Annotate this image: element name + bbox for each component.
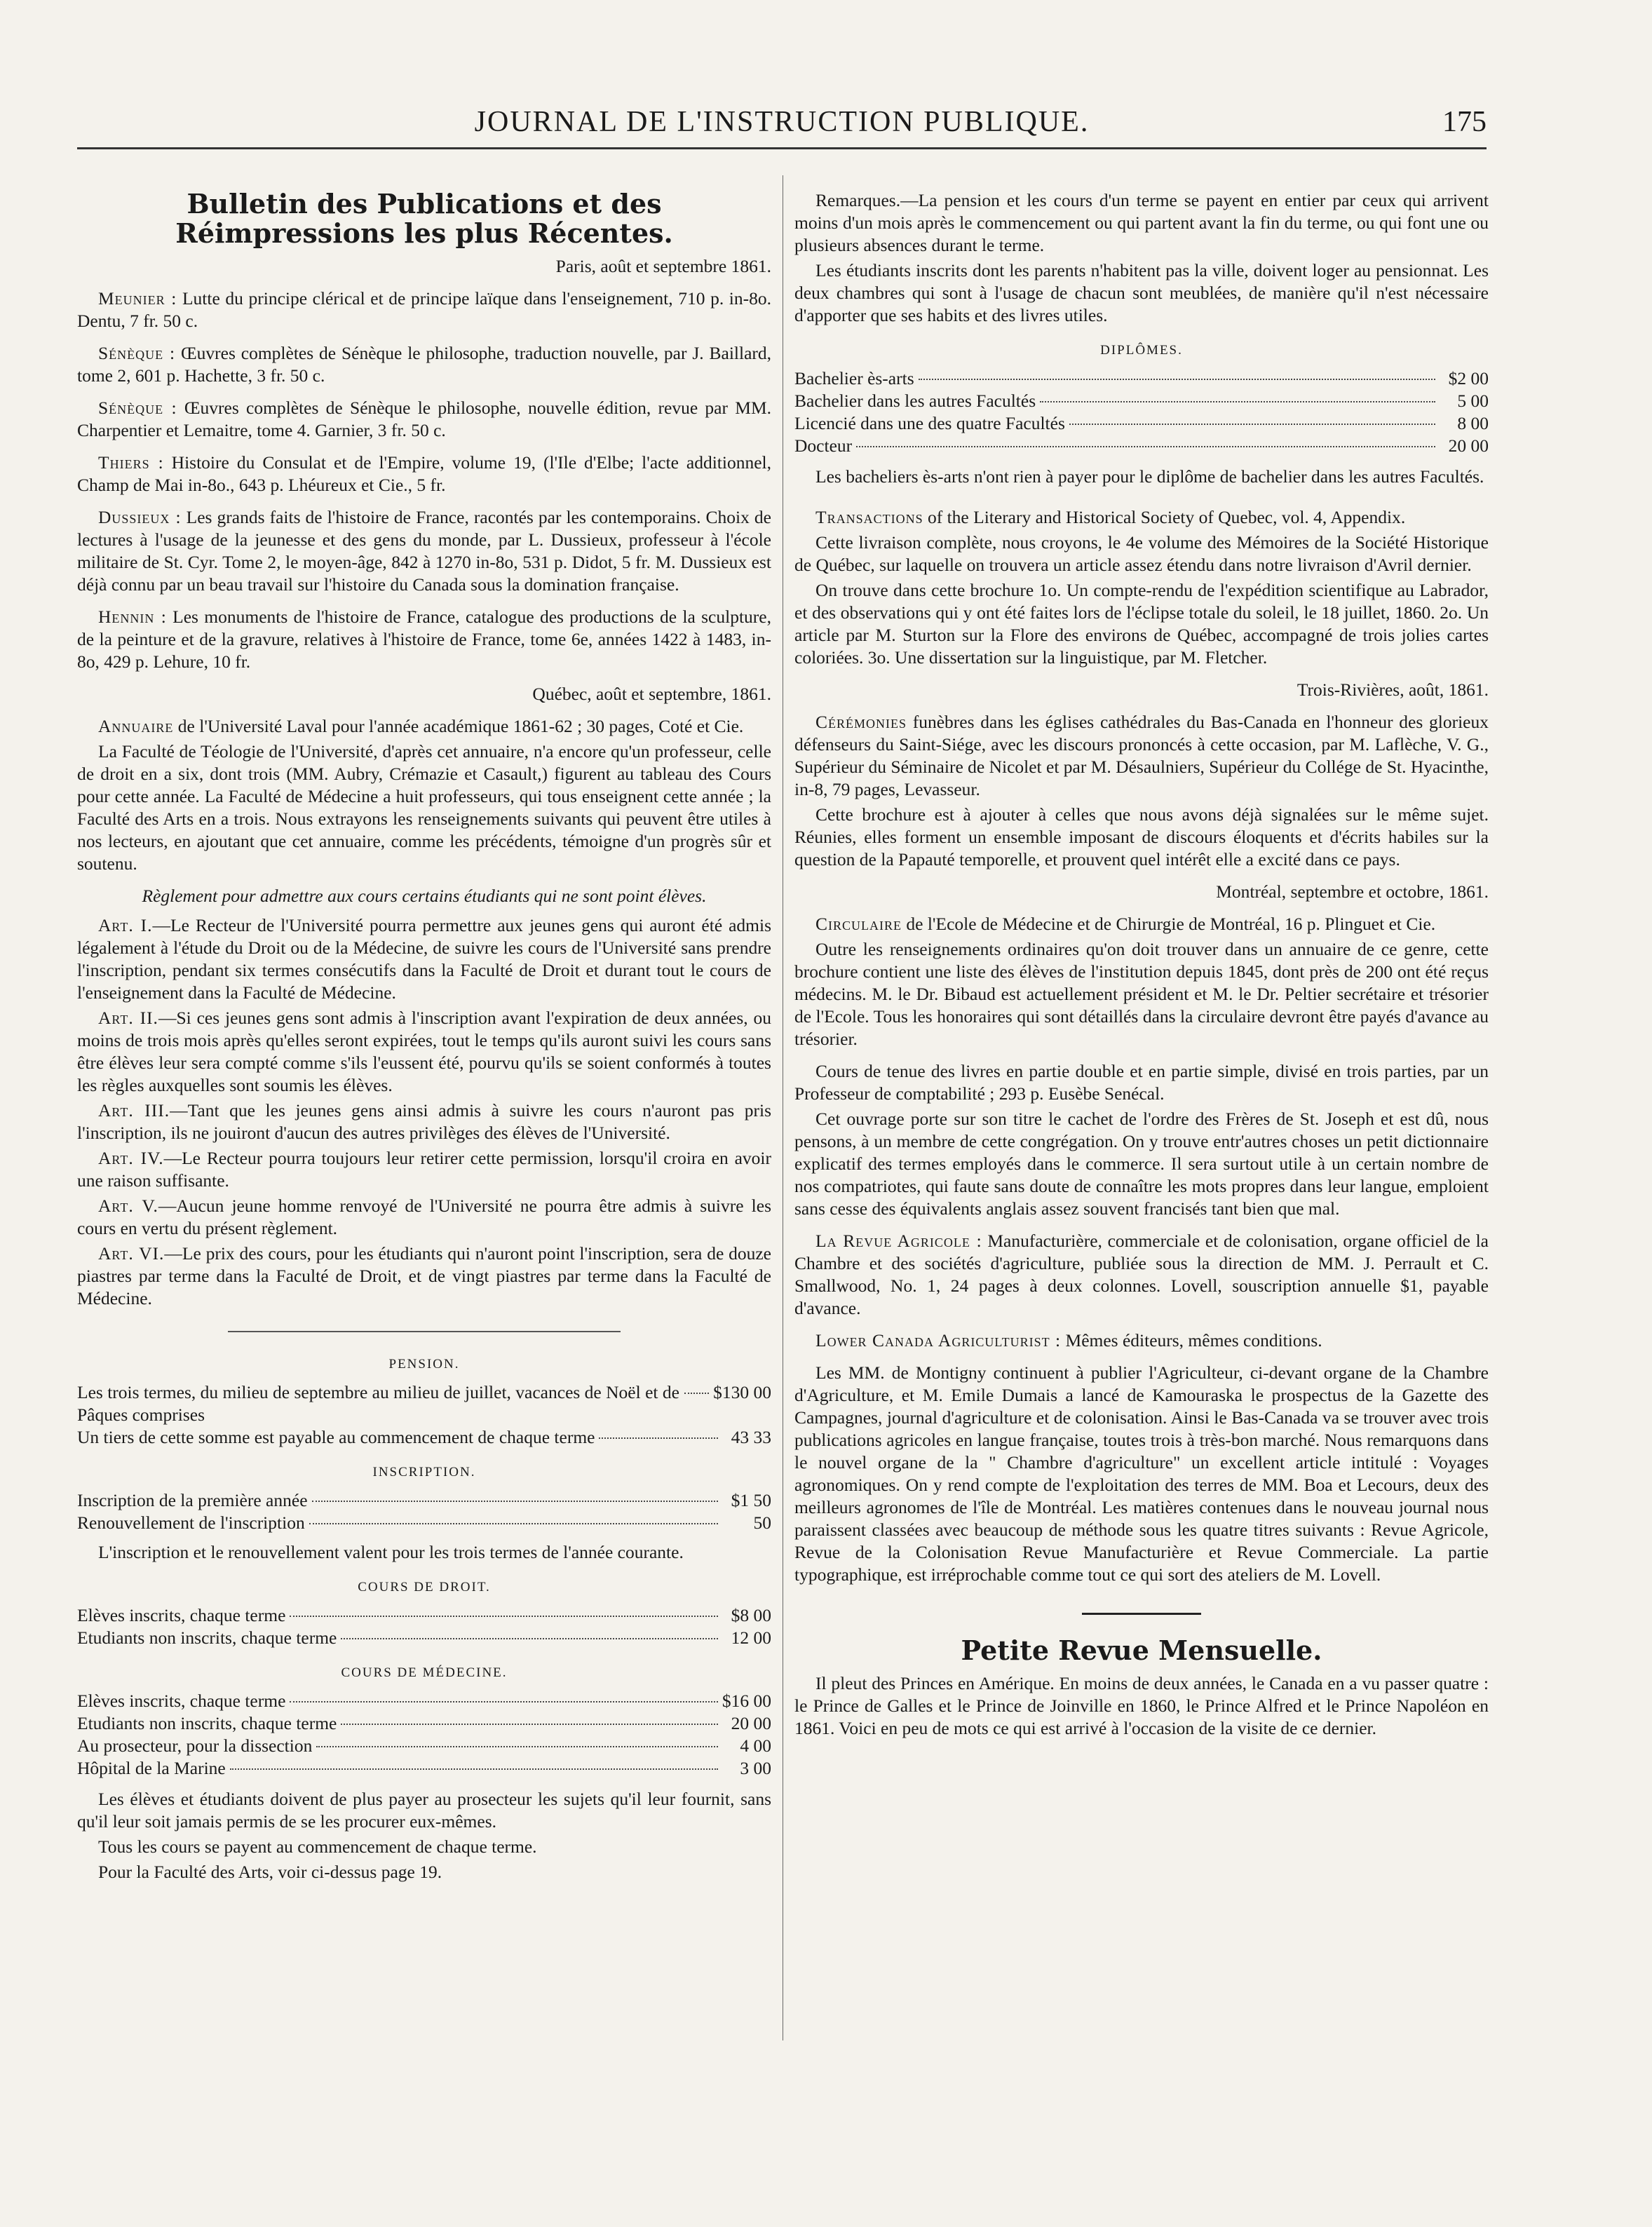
medecine-row: Elèves inscrits, chaque terme $16 00 (77, 1691, 771, 1711)
entry-seneque-1: Sénèque : Œuvres complètes de Sénèque le philosophe, traduction nouvelle, par J. Baillard, tome 2, 601 p. Hachette, 3 fr. 50 c. (77, 343, 772, 386)
pension-row: Les trois termes, du milieu de septembre au milieu de juillet, vacances de Noël et de Pâques comprises $130 00 (77, 1382, 771, 1425)
entry-dussieux: Dussieux : Les grands faits de l'histoire de France, racontés par les contemporains. Choix de lectures à l'usage de la jeunesse et des gens du monde, par L. Dussieux, professeur à l'école militaire de St. Cyr. Tome 2, le moyen-âge, 842 à 1270 in-8o, 531 p. Didot, 5 fr. M. Dussieux est déjà connu par un beau travail sur l'histoire du Canada sous la domination française. (77, 507, 771, 595)
page-number: 175 (1442, 106, 1487, 138)
transactions-p2: Cette livraison complète, nous croyons, le 4e volume des Mémoires de la Société Historique de Québec, sur laquelle on trouvera un article assez étendu dans notre livraison d'Avril dernier. (794, 532, 1489, 575)
date-montreal: Montréal, septembre et octobre, 1861. (1216, 881, 1489, 902)
bacheliers-note: Les bacheliers ès-arts n'ont rien à payer pour le diplôme de bachelier dans les autres Facultés. (815, 466, 1484, 487)
transactions-p3: On trouve dans cette brochure 1o. Un compte-rendu de l'expédition scientifique au Labrador, et des observations qui y ont été faites lors de l'éclipse totale du soleil, le 18 juillet, 1860. 2o. Un article par M. Sturton sur la Flore des environs de Québec, accompagné de trois jolies cartes coloriées. 3o. Une dissertation sur la linguistique, par M. Fletcher. (794, 580, 1489, 668)
inscription-row: Renouvellement de l'inscription 50 (77, 1512, 771, 1533)
entry-meunier: Meunier : Lutte du principe clérical et de principe laïque dans l'enseignement, 710 p. in-8o. Dentu, 7 fr. 50 c. (77, 288, 771, 331)
article-6: Art. VI.—Le prix des cours, pour les étudiants qui n'auront point l'inscription, sera de douze piastres par terme dans la Faculté de Droit, et de vingt piastres par terme dans la Faculté de Médecine. (77, 1243, 771, 1308)
faculty-paragraph: La Faculté de Téologie de l'Université, d'après cet annuaire, n'a encore qu'un professeur, celle de droit en a six, dont trois (MM. Aubry, Crémazie et Casault,) figurent au tableau des Cours pour cette année. La Faculté de Médecine a huit professeurs, qui tous enseignent cette année ; la Faculté des Arts en a trois. Nous extrayons les renseignements suivants qui peuvent être utiles à nos lecteurs, en ajoutant que cet annuaire, comme les précédents, témoigne d'un progrès sûr et soutenu. (77, 741, 771, 874)
montigny-paragraph: Les MM. de Montigny continuent à publier l'Agriculteur, ci-devant organe de la Chambre d'Agriculture, et M. Emile Dumais a lancé de Kamouraska le prospectus de la Gazette des Campagnes, journal d'agriculture et de colonisation. Ainsi le Bas-Canada va se trouver avec trois publications agricoles en langue française, toutes trois à très-bon marché. Nous remarquons dans le nouvel organe de la " Chambre d'agriculture" un excellent article intitulé : Voyages agronomiques. On y rend compte de l'exploitation des terres de MM. Boa et Lecours, deux des meilleurs agronomes de l'île de Montréal. Les matières contenues dans le nouveau journal nous paraissent classées avec beaucoup de méthode sous les quatre titres suivants : Revue Agricole, Revue de la Colonisation Revue Manufacturière et Revue Commerciale. La partie typographique, est irréprochable comme tout ce qui sort des ateliers de M. Lovell. (794, 1362, 1489, 1585)
closing-note: Pour la Faculté des Arts, voir ci-dessus page 19. (98, 1862, 442, 1882)
droit-heading: COURS DE DROIT. (358, 1580, 491, 1595)
medecine-row: Etudiants non inscrits, chaque terme 20 00 (77, 1713, 771, 1733)
pension-row: Un tiers de cette somme est payable au commencement de chaque terme 43 33 (77, 1427, 771, 1447)
entry-hennin: Hennin : Les monuments de l'histoire de France, catalogue des productions de la sculpture, de la peinture et de la gravure, relatives à l'histoire de France, tome 6e, années 1422 à 1483, in-8o, 429 p. Lehure, 10 fr. (77, 607, 771, 672)
article-3: Art. III.—Tant que les jeunes gens ainsi admis à suivre les cours n'auront pas pris l'inscription, ils ne jouiront d'aucun des autres privilèges des élèves de l'Université. (77, 1100, 772, 1143)
inscription-heading: INSCRIPTION. (372, 1465, 476, 1480)
circulaire-p2: Outre les renseignements ordinaires qu'on doit trouver dans un annuaire de ce genre, cette brochure contient une liste des élèves de l'institution depuis 1845, dont près de 200 ont été reçus médecins. M. le Dr. Bibaud est actuellement président et M. le Dr. Peltier secrétaire et trésorier de l'Ecole. Tous les honoraires qui sont détaillés dans la circulaire devront être payés d'avance au trésorier. (794, 939, 1489, 1049)
medecine-heading: COURS DE MÉDECINE. (341, 1665, 508, 1680)
entry-thiers: Thiers : Histoire du Consulat et de l'Empire, volume 19, (l'Ile d'Elbe; l'acte additionnel, Champ de Mai in-8o., 643 p. Lhéureux et Cie., 5 fr. (77, 452, 771, 495)
right-column (794, 189, 1489, 1749)
page-header (77, 105, 1487, 149)
droit-row: Etudiants non inscrits, chaque terme 12 00 (77, 1627, 771, 1648)
date-trois-rivieres: Trois-Rivières, août, 1861. (1296, 679, 1489, 700)
article-2: Art. II.—Si ces jeunes gens sont admis à l'inscription avant l'expiration de deux années, ou moins de trois mois après qu'elles seront expirées, tout le temps qu'ils auront suivi les cours sans être élèves leur sera compté comme s'ils l'eussent été, pourvu qu'ils se soient conformés à toutes les règles auxquelles sont soumis les élèves. (77, 1008, 771, 1095)
bulletin-title: Bulletin des Publications et des Réimpressions les plus Récentes. (175, 188, 673, 249)
entry-annuaire: Annuaire de l'Université Laval pour l'année académique 1861-62 ; 30 pages, Coté et Cie. (98, 716, 744, 736)
pension-heading: PENSION. (388, 1357, 460, 1372)
closing-note: Les élèves et étudiants doivent de plus payer au prosecteur les sujets qu'il leur fournit, sans qu'il leur soit jamais permis de se les procurer eux-mêmes. (77, 1789, 771, 1832)
droit-row: Elèves inscrits, chaque terme $8 00 (77, 1605, 771, 1625)
medecine-row: Au prosecteur, pour la dissection 4 00 (77, 1735, 771, 1756)
diplome-row: Docteur 20 00 (794, 435, 1489, 456)
paris-entries (77, 287, 771, 673)
diplome-row: Licencié dans une des quatre Facultés 8 00 (794, 413, 1489, 433)
entry-lower-canada: Lower Canada Agriculturist : Mêmes éditeurs, mêmes conditions. (815, 1330, 1322, 1351)
petite-revue-paragraph: Il pleut des Princes en Amérique. En moins de deux années, le Canada en a vu passer quatre : le Prince de Galles et le Prince de Joinville en 1860, le Prince Alfred et le Prince Napoléon en 1861. Voici en peu de mots ce qui est arrivé à l'occasion de la visite de ce dernier. (794, 1673, 1489, 1738)
reglement-title: Règlement pour admettre aux cours certains étudiants qui ne sont point élèves. (142, 886, 707, 906)
date-quebec: Québec, août et septembre, 1861. (532, 684, 771, 704)
date-paris: Paris, août et septembre 1861. (555, 256, 771, 276)
entry-circulaire: Circulaire de l'Ecole de Médecine et de Chirurgie de Montréal, 16 p. Plinguet et Cie. (815, 914, 1436, 934)
article-4: Art. IV.—Le Recteur pourra toujours leur retirer cette permission, lorsqu'il croira en avoir une raison suffisante. (77, 1148, 771, 1191)
article-5: Art. V.—Aucun jeune homme renvoyé de l'Université ne pourra être admis à suivre les cours en vertu du présent règlement. (77, 1196, 771, 1238)
entry-seneque-2: Sénèque : Œuvres complètes de Sénèque le philosophe, nouvelle édition, revue par MM. Charpentier et Lemaitre, tome 4. Garnier, 3 fr. 50 c. (77, 398, 772, 440)
cours-p2: Cet ouvrage porte sur son titre le cachet de l'ordre des Frères de St. Joseph et est dû, nous pensons, à un membre de cette congrégation. On y trouve entr'autres choses un petit dictionnaire explicatif des termes employés dans le commerce. Il sera surtout utile à un certain nombre de nos compatriotes, qui faute sans doute de connaître les mots propres dans leur langue, emploient sans cesse des équivalents anglais assez souvent francisés tant bien que mal. (794, 1109, 1489, 1219)
entry-ceremonies: Cérémonies funèbres dans les églises cathédrales du Bas-Canada en l'honneur des glorieux défenseurs du Saint-Siége, avec les discours prononcés à cette occasion, par M. Laflèche, V. G., Supérieur du Séminaire de Nicolet et par M. Désaulniers, Supérieur du Collége de St. Hyacinthe, in-8, 79 pages, Levasseur. (794, 712, 1489, 799)
remarques-paragraph: Remarques.—La pension et les cours d'un terme se payent en entier par ceux qui arrivent moins d'un mois après le commencement ou qui partent avant la fin du terme, ou qui font une ou plusieurs absences durant le terme. (794, 190, 1489, 255)
inscription-row: Inscription de la première année $1 50 (77, 1490, 771, 1510)
etudiants-paragraph: Les étudiants inscrits dont les parents n'habitent pas la ville, doivent loger au pensionnat. Les deux chambres qui sont à l'usage de chacun sont meublées, de manière qu'il n'est nécessaire d'apporter que ses habits et des livres utiles. (794, 260, 1489, 325)
petite-revue-title: Petite Revue Mensuelle. (961, 1634, 1322, 1666)
left-column (77, 189, 771, 1886)
inscription-note: L'inscription et le renouvellement valent pour les trois termes de l'année courante. (98, 1542, 684, 1562)
section-rule (1082, 1613, 1201, 1615)
articles-list (77, 914, 771, 1310)
section-rule (228, 1331, 621, 1332)
diplomes-heading: DIPLÔMES. (1100, 343, 1183, 358)
article-1: Art. I.—Le Recteur de l'Université pourra permettre aux jeunes gens qui auront été admis légalement à l'étude du Droit ou de la Médecine, de suivre les cours de l'Université sans prendre l'inscription, pendant six termes consécutifs dans la Faculté de Droit et durant tout le cours de l'enseignement dans la Faculté de Médecine. (77, 915, 772, 1003)
entry-transactions: Transactions of the Literary and Historical Society of Quebec, vol. 4, Appendix. (815, 507, 1406, 527)
diplome-row: Bachelier dans les autres Facultés 5 00 (794, 391, 1489, 411)
entry-revue-agricole: La Revue Agricole : Manufacturière, commerciale et de colonisation, organe officiel de la Chambre et des sociétés d'agriculture, publiée sous la direction de MM. J. Perrault et C. Smallwood, No. 1, 24 pages à deux colonnes. Lovell, souscription annuelle $1, payable d'avance. (794, 1231, 1489, 1318)
medecine-row: Hôpital de la Marine 3 00 (77, 1758, 771, 1778)
closing-note: Tous les cours se payent au commencement de chaque terme. (98, 1836, 537, 1857)
ceremonies-p2: Cette brochure est à ajouter à celles que nous avons déjà signalées sur le même sujet. Réunies, elles forment un ensemble imposant de discours éloquents et d'écrits habiles sur la question de la Papauté temporelle, et prouvent quel intérêt elle a excité dans ce pays. (794, 804, 1489, 869)
journal-title: JOURNAL DE L'INSTRUCTION PUBLIQUE. (474, 106, 1090, 138)
entry-cours-tenue: Cours de tenue des livres en partie double et en partie simple, divisé en trois parties, par un Professeur de comptabilité ; 293 p. Eusèbe Senécal. (794, 1061, 1489, 1104)
diplome-row: Bachelier ès-arts $2 00 (794, 368, 1489, 388)
